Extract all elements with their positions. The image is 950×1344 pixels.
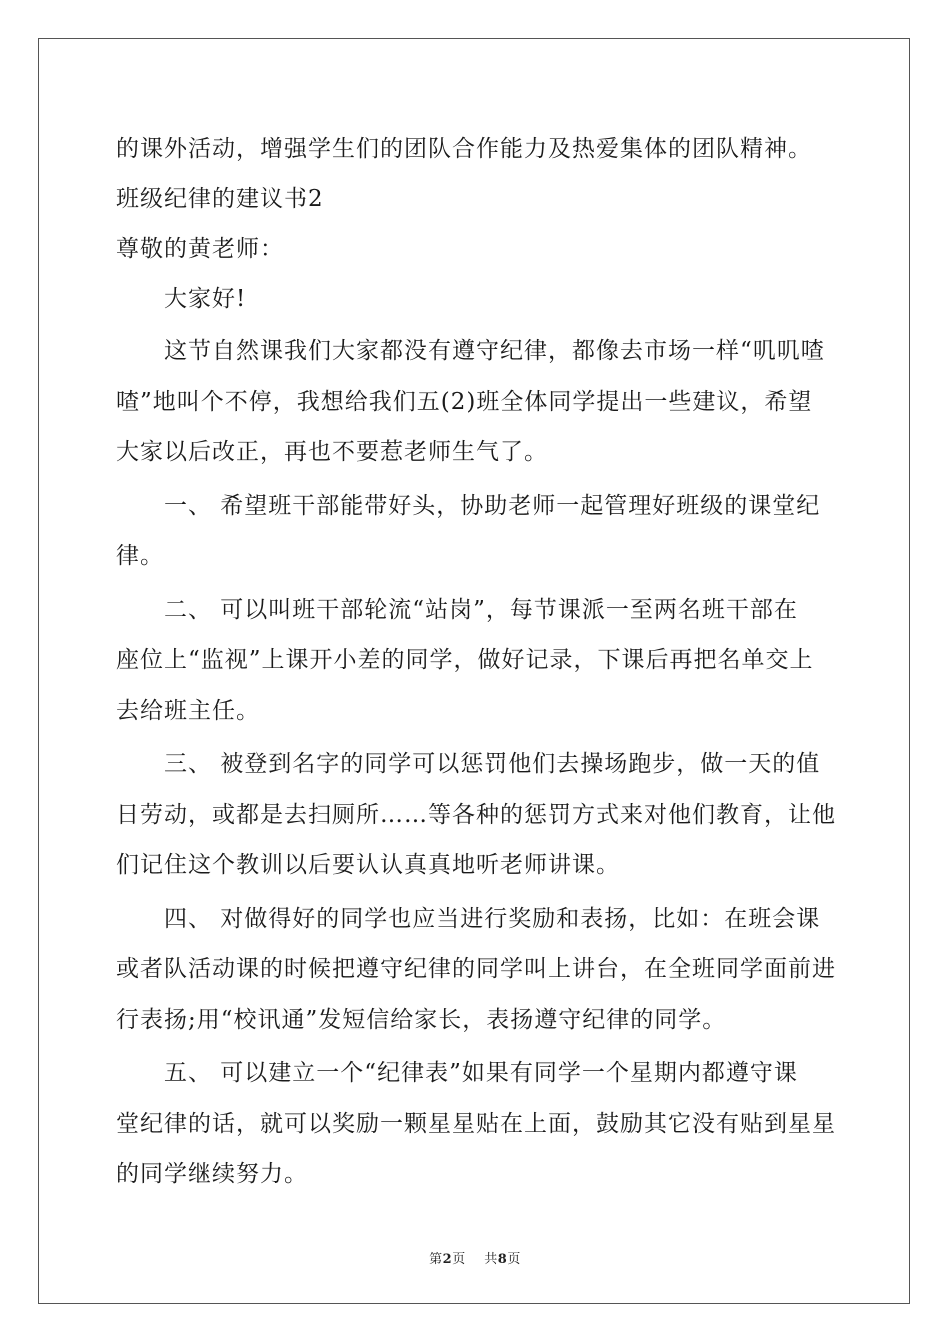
paragraph	[116, 739, 836, 891]
text-line: 堂纪律的话，就可以奖励一颗星星贴在上面，鼓励其它没有贴到星星	[116, 1110, 836, 1137]
text-line: 大家以后改正，再也不要惹老师生气了。	[116, 439, 548, 465]
text-line: 这节自然课我们大家都没有遵守纪律，都像去市场一样“叽叽喳	[164, 338, 825, 364]
paragraph	[116, 894, 836, 1046]
greeting: 大家好!	[164, 286, 247, 312]
text-line: 喳”地叫个不停，我想给我们五(2)班全体同学提出一些建议，希望	[116, 388, 813, 415]
document-body	[116, 124, 836, 1200]
page-footer	[0, 1248, 950, 1267]
text-line: 日劳动，或都是去扫厕所……等各种的惩罚方式来对他们教育，让他	[116, 801, 836, 828]
text-line: 们记住这个教训以后要认认真真地听老师讲课。	[116, 852, 620, 878]
text-line: 律。	[116, 543, 164, 569]
page-suffix: 页	[452, 1252, 466, 1267]
text-line: 四、 对做得好的同学也应当进行奖励和表扬，比如：在班会课	[164, 905, 821, 932]
paragraph	[116, 585, 836, 737]
paragraph	[116, 481, 836, 582]
total-pages: 8	[497, 1252, 508, 1267]
paragraph	[116, 326, 836, 478]
text-line: 三、 被登到名字的同学可以惩罚他们去操场跑步，做一天的值	[164, 751, 821, 777]
text-line: 或者队活动课的时候把遵守纪律的同学叫上讲台，在全班同学面前进	[116, 956, 836, 982]
text-line: 的同学继续努力。	[116, 1161, 308, 1187]
text-line: 行表扬;用“校讯通”发短信给家长，表扬遵守纪律的同学。	[116, 1006, 727, 1033]
text-line: 五、 可以建立一个“纪律表”如果有同学一个星期内都遵守课	[164, 1060, 798, 1086]
total-suffix: 页	[507, 1252, 521, 1267]
text-line: 一、 希望班干部能带好头，协助老师一起管理好班级的课堂纪	[164, 492, 821, 519]
text-line: 的课外活动，增强学生们的团队合作能力及热爱集体的团队精神。	[116, 136, 812, 162]
text-line: 座位上“监视”上课开小差的同学，做好记录，下课后再把名单交上	[116, 647, 814, 673]
page-number: 2	[442, 1252, 453, 1267]
salutation: 尊敬的黄老师：	[116, 236, 284, 262]
text-line: 二、 可以叫班干部轮流“站岗”，每节课派一至两名班干部在	[164, 596, 798, 623]
paragraph	[116, 1048, 836, 1200]
text-line: 去给班主任。	[116, 697, 260, 724]
page-prefix: 第	[429, 1252, 443, 1267]
total-prefix: 共	[484, 1252, 498, 1267]
section-title: 班级纪律的建议书2	[116, 186, 324, 212]
